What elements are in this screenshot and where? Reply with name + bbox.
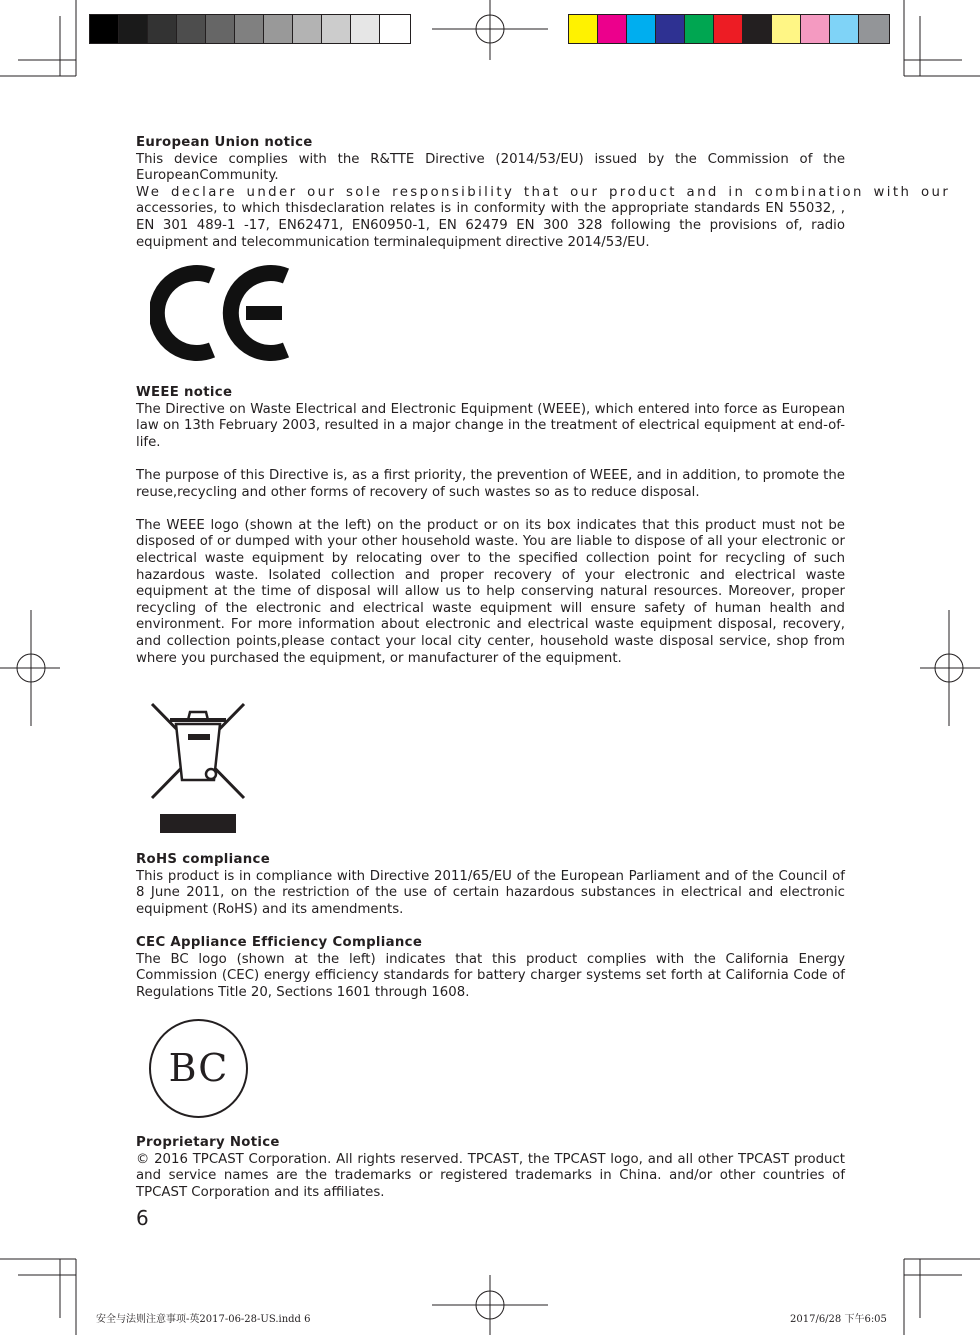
gray-swatch xyxy=(89,14,119,44)
cec-paragraph: The BC logo (shown at the left) indicates that this product complies with the California Energy Commission (CEC) energy efficiency standards for battery charger systems set forth at California Code of Regulations Title 20, Sections 1601 through 1608. xyxy=(136,951,845,1000)
gray-swatch xyxy=(292,14,322,44)
gray-swatch xyxy=(118,14,148,44)
eu-declaration-paragraph: accessories, to which thisdeclaration relates is in conformity with the appropriate standards EN 55032, , EN 301 489-1 -17, EN62471, EN60950-1, EN 62479 EN 300 328 following the provisions of, radio equipment and telecommunication terminalequipment directive 2014/53/EU. xyxy=(136,201,845,250)
rohs-section xyxy=(136,852,845,1001)
ce-mark-icon xyxy=(150,262,290,364)
eu-notice-section xyxy=(136,135,951,251)
gray-swatch xyxy=(858,14,890,44)
proprietary-section xyxy=(136,1135,845,1201)
page-number: 6 xyxy=(136,1206,149,1230)
eu-notice-heading: European Union notice xyxy=(136,135,313,150)
gray-swatch xyxy=(263,14,293,44)
proprietary-paragraph: © 2016 TPCAST Corporation. All rights reserved. TPCAST, the TPCAST logo, and all other TPCAST product and service names are the trademarks or registered trademarks in China. and/or other countries of TPCAST Corporation and its affiliates. xyxy=(136,1151,845,1200)
cyan-swatch xyxy=(626,14,656,44)
eu-declaration-line: We declare under our sole responsibility that our product and in combination with our xyxy=(136,184,951,200)
gray-swatch xyxy=(321,14,351,44)
slug-file-info: 安全与法则注意事项-英2017-06-28-US.indd 6 xyxy=(96,1314,311,1325)
blue-swatch xyxy=(655,14,685,44)
eu-notice-paragraph: This device complies with the R&TTE Directive (2014/53/EU) issued by the Commission of the EuropeanCommunity. xyxy=(136,151,845,184)
cec-heading: CEC Appliance Efficiency Compliance xyxy=(136,934,423,950)
red-swatch xyxy=(713,14,743,44)
weee-notice-section xyxy=(136,385,845,667)
weee-notice-heading: WEEE notice xyxy=(136,385,233,400)
gray-swatch xyxy=(205,14,235,44)
weee-paragraph-1: The Directive on Waste Electrical and Electronic Equipment (WEEE), which entered into force as European law on 13th February 2003, resulted in a major change in the treatment of electrical equipment at end-of-life. xyxy=(136,401,845,450)
weee-crossed-bin-icon xyxy=(148,702,248,836)
light-yellow-swatch xyxy=(771,14,801,44)
weee-paragraph-3: The WEEE logo (shown at the left) on the product or on its box indicates that this product must not be disposed of or dumped with your other household waste. You are liable to dispose of all your electronic or electrical waste equipment by relocating over to the specified collection point for recycling of such hazardous waste. Isolated collection and proper recovery of your electronic and electrical waste equipment at the time of disposal will allow us to help conserving natural resources. Moreover, proper recycling of the electronic and electrical waste equipment will ensure safety of human health and environment. For more information about electronic and electrical waste equipment disposal, recovery, and collection points,please contact your local city center, household waste disposal service, shop from where you purchased the equipment, or manufacturer of the equipment. xyxy=(136,517,845,666)
light-cyan-swatch xyxy=(829,14,859,44)
slug-date-info: 2017/6/28 下午6:05 xyxy=(790,1314,887,1325)
weee-paragraph-2: The purpose of this Directive is, as a first priority, the prevention of WEEE, and in addition, to promote the reuse,recycling and other forms of recovery of such wastes so as to reduce disposal. xyxy=(136,467,845,500)
black-swatch xyxy=(742,14,772,44)
gray-swatch xyxy=(379,14,411,44)
rohs-heading: RoHS compliance xyxy=(136,852,271,867)
gray-swatch xyxy=(147,14,177,44)
bc-logo-text: BC xyxy=(168,1046,229,1090)
green-swatch xyxy=(684,14,714,44)
gray-swatch xyxy=(234,14,264,44)
yellow-swatch xyxy=(568,14,598,44)
gray-swatch xyxy=(176,14,206,44)
rohs-paragraph: This product is in compliance with Directive 2011/65/EU of the European Parliament and of the Council of 8 June 2011, on the restriction of the use of certain hazardous substances in electrical and electronic equipment (RoHS) and its amendments. xyxy=(136,868,845,917)
bc-logo-icon xyxy=(149,1019,248,1118)
magenta-swatch xyxy=(597,14,627,44)
gray-swatch xyxy=(350,14,380,44)
proprietary-heading: Proprietary Notice xyxy=(136,1135,280,1150)
pink-swatch xyxy=(800,14,830,44)
